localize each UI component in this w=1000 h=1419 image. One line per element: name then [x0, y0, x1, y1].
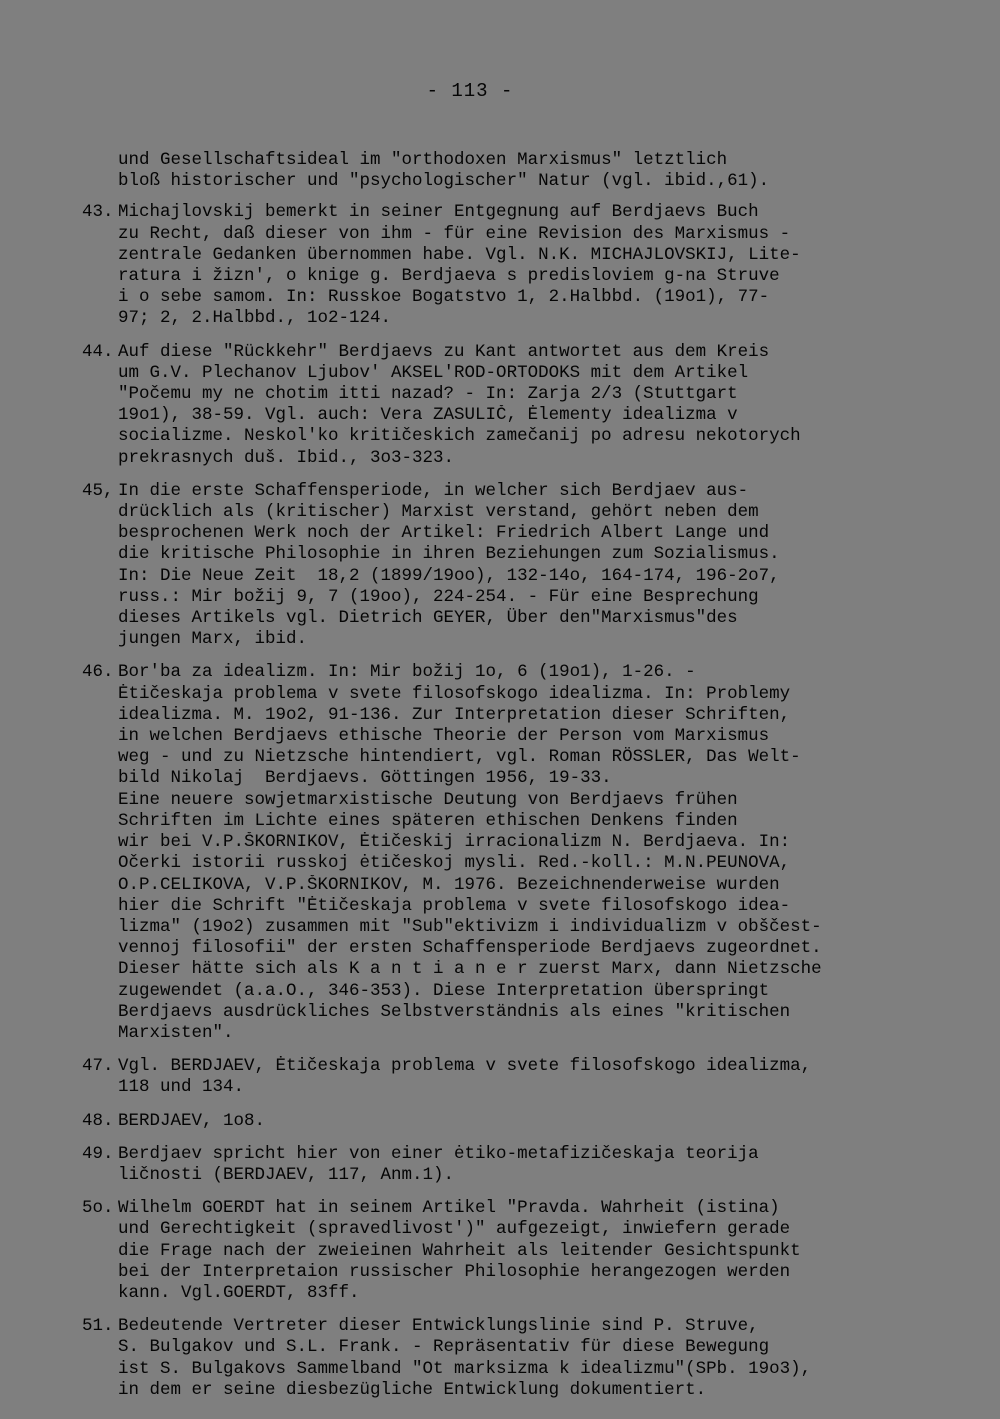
footnote-text — [118, 202, 932, 329]
footnote-line: In: Die Neue Zeit 18,2 (1899/19oo), 132-14o, 164-174, 196-2o7, — [118, 565, 780, 586]
footnote-46 — [82, 662, 932, 1044]
footnote-number: 43. — [82, 202, 114, 223]
footnote-line: Dieser hätte sich als K a n t i a n e r zuerst Marx, dann Nietzsche — [118, 959, 822, 980]
footnote-line: und Gerechtigkeit (spravedlivost')" aufgezeigt, inwiefern gerade — [118, 1219, 791, 1240]
footnote-text — [118, 1144, 932, 1186]
footnote-line: Eine neuere sowjetmarxistische Deutung von Berdjaevs frühen — [118, 789, 738, 810]
footnote-line: Schriften im Lichte eines späteren ethischen Denkens finden — [118, 810, 738, 831]
footnote-line: zentrale Gedanken übernommen habe. Vgl. N.K. MICHAJLOVSKIJ, Lite- — [118, 244, 801, 265]
footnote-line: wir bei V.P.ŠKORNIKOV, Ėtičeskij irracionalizm N. Berdjaeva. In: — [118, 832, 791, 853]
footnote-line: 118 und 134. — [118, 1077, 245, 1098]
footnote-line: in welchen Berdjaevs ethische Theorie der Person vom Marxismus — [118, 726, 770, 747]
footnote-line: Ėtičeskaja problema v svete filosofskogo idealizma. In: Problemy — [118, 683, 791, 704]
footnote-line: bloß historischer und "psychologischer" Natur (vgl. ibid.,61). — [118, 171, 770, 192]
footnote-49 — [82, 1144, 932, 1186]
footnote-44 — [82, 342, 932, 469]
footnote-number: 45, — [82, 480, 114, 501]
footnote-line: dieses Artikels vgl. Dietrich GEYER, Über den"Marxismus"des — [118, 608, 738, 629]
footnote-line: lizma" (19o2) zusammen mit "Sub"ektivizm i individualizm v obščest- — [118, 916, 822, 937]
footnote-line: i o sebe samom. In: Russkoe Bogatstvo 1, 2.Halbbd. (19o1), 77- — [118, 287, 770, 308]
footnote-text — [118, 662, 932, 1044]
footnote-number: 49. — [82, 1143, 114, 1164]
footnote-line: Berdjaev spricht hier von einer ėtiko-metafizičeskaja teorija — [118, 1143, 759, 1164]
footnote-line: S. Bulgakov und S.L. Frank. - Repräsentativ für diese Bewegung — [118, 1337, 770, 1358]
footnote-text — [118, 1316, 932, 1401]
footnote-line: ratura i žizn', o knige g. Berdjaeva s predisloviem g-na Struve — [118, 266, 780, 287]
footnote-line: Wilhelm GOERDT hat in seinem Artikel "Pravda. Wahrheit (istina) — [118, 1198, 780, 1219]
footnote-line: 19o1), 38-59. Vgl. auch: Vera ZASULIČ, Ėlementy idealizma v — [118, 405, 738, 426]
footnote-text — [118, 150, 932, 192]
footnote-number: 48. — [82, 1110, 114, 1131]
footnote-line: ist S. Bulgakovs Sammelband "Ot marksizma k idealizmu"(SPb. 19o3), — [118, 1358, 812, 1379]
footnote-50 — [82, 1198, 932, 1304]
footnote-51 — [82, 1316, 932, 1401]
footnote-line: um G.V. Plechanov Ljubov' AKSEL'ROD-ORTODOKS mit dem Artikel — [118, 362, 749, 383]
footnote-line: in dem er seine diesbezügliche Entwicklung dokumentiert. — [118, 1379, 707, 1400]
footnote-number — [82, 150, 118, 192]
footnote-line: kann. Vgl.GOERDT, 83ff. — [118, 1282, 360, 1303]
footnote-line: weg - und zu Nietzsche hintendiert, vgl. Roman RÖSSLER, Das Welt- — [118, 747, 801, 768]
footnote-line: Očerki istorii russkoj ėtičeskoj mysli. Red.-koll.: M.N.PEUNOVA, — [118, 853, 791, 874]
footnote-continuation — [82, 150, 932, 192]
footnote-line: "Počemu my ne chotim itti nazad? - In: Zarja 2/3 (Stuttgart — [118, 384, 738, 405]
footnote-number: 5o. — [82, 1198, 114, 1219]
footnote-line: hier die Schrift "Ėtičeskaja problema v svete filosofskogo idea- — [118, 895, 791, 916]
footnote-line: Michajlovskij bemerkt in seiner Entgegnung auf Berdjaevs Buch — [118, 202, 759, 223]
footnote-line: russ.: Mir božij 9, 7 (19oo), 224-254. - Für eine Besprechung — [118, 586, 759, 607]
footnote-line: und Gesellschaftsideal im "orthodoxen Marxismus" letztlich — [118, 150, 728, 170]
footnote-line: Auf diese "Rückkehr" Berdjaevs zu Kant antwortet aus dem Kreis — [118, 341, 770, 362]
footnote-line: In die erste Schaffensperiode, in welcher sich Berdjaev aus- — [118, 480, 749, 501]
footnote-text — [118, 342, 932, 469]
footnote-number: 46. — [82, 662, 114, 683]
footnote-line: die kritische Philosophie in ihren Beziehungen zum Sozialismus. — [118, 544, 780, 565]
footnote-line: die Frage nach der zweieinen Wahrheit als leitender Gesichtspunkt — [118, 1240, 801, 1261]
footnote-line: ličnosti (BERDJAEV, 117, Anm.1). — [118, 1164, 455, 1185]
footnote-line: bild Nikolaj Berdjaevs. Göttingen 1956, 19-33. — [118, 768, 612, 789]
footnote-line: bei der Interpretaion russischer Philosophie herangezogen werden — [118, 1261, 791, 1282]
footnote-line: besprochenen Werk noch der Artikel: Friedrich Albert Lange und — [118, 523, 770, 544]
page-number: - 113 - — [426, 80, 514, 102]
footnote-line: BERDJAEV, 1o8. — [118, 1110, 266, 1131]
footnote-line: Bedeutende Vertreter dieser Entwicklungslinie sind P. Struve, — [118, 1316, 759, 1337]
footnote-number: 47. — [82, 1056, 114, 1077]
footnote-line: jungen Marx, ibid. — [118, 629, 308, 650]
footnote-43 — [82, 202, 932, 329]
footnote-line: O.P.CELIKOVA, V.P.ŠKORNIKOV, M. 1976. Bezeichnenderweise wurden — [118, 874, 780, 895]
footnote-line: zu Recht, daß dieser von ihm - für eine Revision des Marxismus - — [118, 223, 791, 244]
footnote-line: Berdjaevs ausdrückliches Selbstverständnis als eines "kritischen — [118, 1001, 791, 1022]
footnote-line: Marxisten". — [118, 1022, 234, 1043]
footnote-number: 44. — [82, 341, 114, 362]
footnote-line: 97; 2, 2.Halbbd., 1o2-124. — [118, 308, 392, 329]
footnote-line: socializme. Neskol'ko kritičeskich zamečanij po adresu nekotorych — [118, 426, 801, 447]
footnote-text — [118, 481, 932, 651]
footnote-line: prekrasnych duš. Ibid., 3o3-323. — [118, 447, 455, 468]
footnote-text — [118, 1111, 932, 1132]
footnotes-list — [82, 150, 932, 1401]
footnote-47 — [82, 1056, 932, 1098]
footnote-line: idealizma. M. 19o2, 91-136. Zur Interpretation dieser Schriften, — [118, 704, 791, 725]
footnote-45 — [82, 481, 932, 651]
footnote-line: Bor'ba za idealizm. In: Mir božij 1o, 6 (19o1), 1-26. - — [118, 662, 696, 683]
footnote-line: zugewendet (a.a.O., 346-353). Diese Interpretation überspringt — [118, 980, 770, 1001]
footnote-number: 51. — [82, 1316, 114, 1337]
footnote-48 — [82, 1111, 932, 1132]
footnote-text — [118, 1056, 932, 1098]
footnote-line: vennoj filosofii" der ersten Schaffensperiode Berdjaevs zugeordnet. — [118, 938, 822, 959]
footnote-line: drücklich als (kritischer) Marxist verstand, gehört neben dem — [118, 502, 759, 523]
footnote-text — [118, 1198, 932, 1304]
footnote-line: Vgl. BERDJAEV, Ėtičeskaja problema v svete filosofskogo idealizma, — [118, 1056, 812, 1077]
